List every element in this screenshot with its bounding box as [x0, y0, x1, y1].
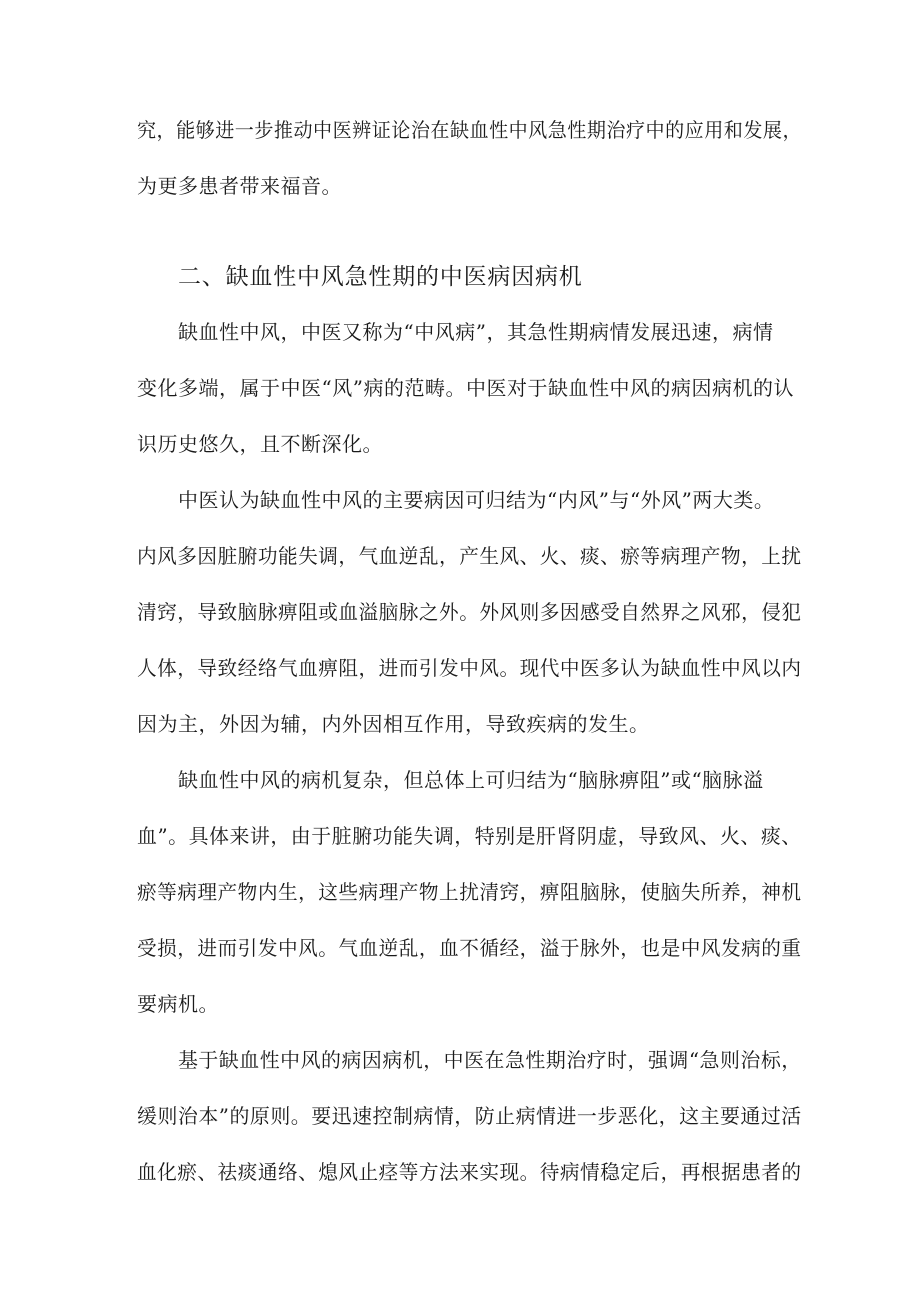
paragraph-1-line-2: 变化多端，属于中医“风”病的范畴。中医对于缺血性中风的病因病机的认 — [137, 376, 794, 400]
paragraph-3-line-2: 血”。具体来讲，由于脏腑功能失调，特别是肝肾阴虚，导致风、火、痰、 — [137, 824, 802, 848]
paragraph-2-line-4: 人体，导致经络气血痹阻，进而引发中风。现代中医多认为缺血性中风以内 — [137, 656, 802, 680]
section-heading: 二、缺血性中风急性期的中医病因病机 — [178, 264, 583, 290]
paragraph-2-line-3: 清窍，导致脑脉痹阻或血溢脑脉之外。外风则多因感受自然界之风邪，侵犯 — [137, 600, 802, 624]
paragraph-2-line-1: 中医认为缺血性中风的主要病因可归结为“内风”与“外风”两大类。 — [178, 488, 775, 512]
paragraph-4-line-1: 基于缺血性中风的病因病机，中医在急性期治疗时，强调“急则治标， — [178, 1048, 802, 1072]
paragraph-4-line-2: 缓则治本”的原则。要迅速控制病情，防止病情进一步恶化，这主要通过活 — [137, 1104, 802, 1128]
paragraph-3-line-5: 要病机。 — [137, 992, 219, 1016]
intro-line-2: 为更多患者带来福音。 — [137, 174, 342, 198]
paragraph-2-line-5: 因为主，外因为辅，内外因相互作用，导致疾病的发生。 — [137, 712, 650, 736]
paragraph-3-line-3: 瘀等病理产物内生，这些病理产物上扰清窍，痹阻脑脉，使脑失所养，神机 — [137, 880, 802, 904]
paragraph-3-line-4: 受损，进而引发中风。气血逆乱，血不循经，溢于脉外，也是中风发病的重 — [137, 936, 802, 960]
paragraph-1-line-3: 识历史悠久，且不断深化。 — [137, 432, 383, 456]
paragraph-4-line-3: 血化瘀、祛痰通络、熄风止痉等方法来实现。待病情稳定后，再根据患者的 — [137, 1160, 802, 1184]
paragraph-2-line-2: 内风多因脏腑功能失调，气血逆乱，产生风、火、痰、瘀等病理产物，上扰 — [137, 544, 802, 568]
paragraph-1-line-1: 缺血性中风，中医又称为“中风病”，其急性期病情发展迅速，病情 — [178, 320, 774, 344]
intro-line-1: 究，能够进一步推动中医辨证论治在缺血性中风急性期治疗中的应用和发展， — [137, 118, 803, 142]
paragraph-3-line-1: 缺血性中风的病机复杂，但总体上可归结为“脑脉痹阻”或“脑脉溢 — [178, 768, 764, 792]
